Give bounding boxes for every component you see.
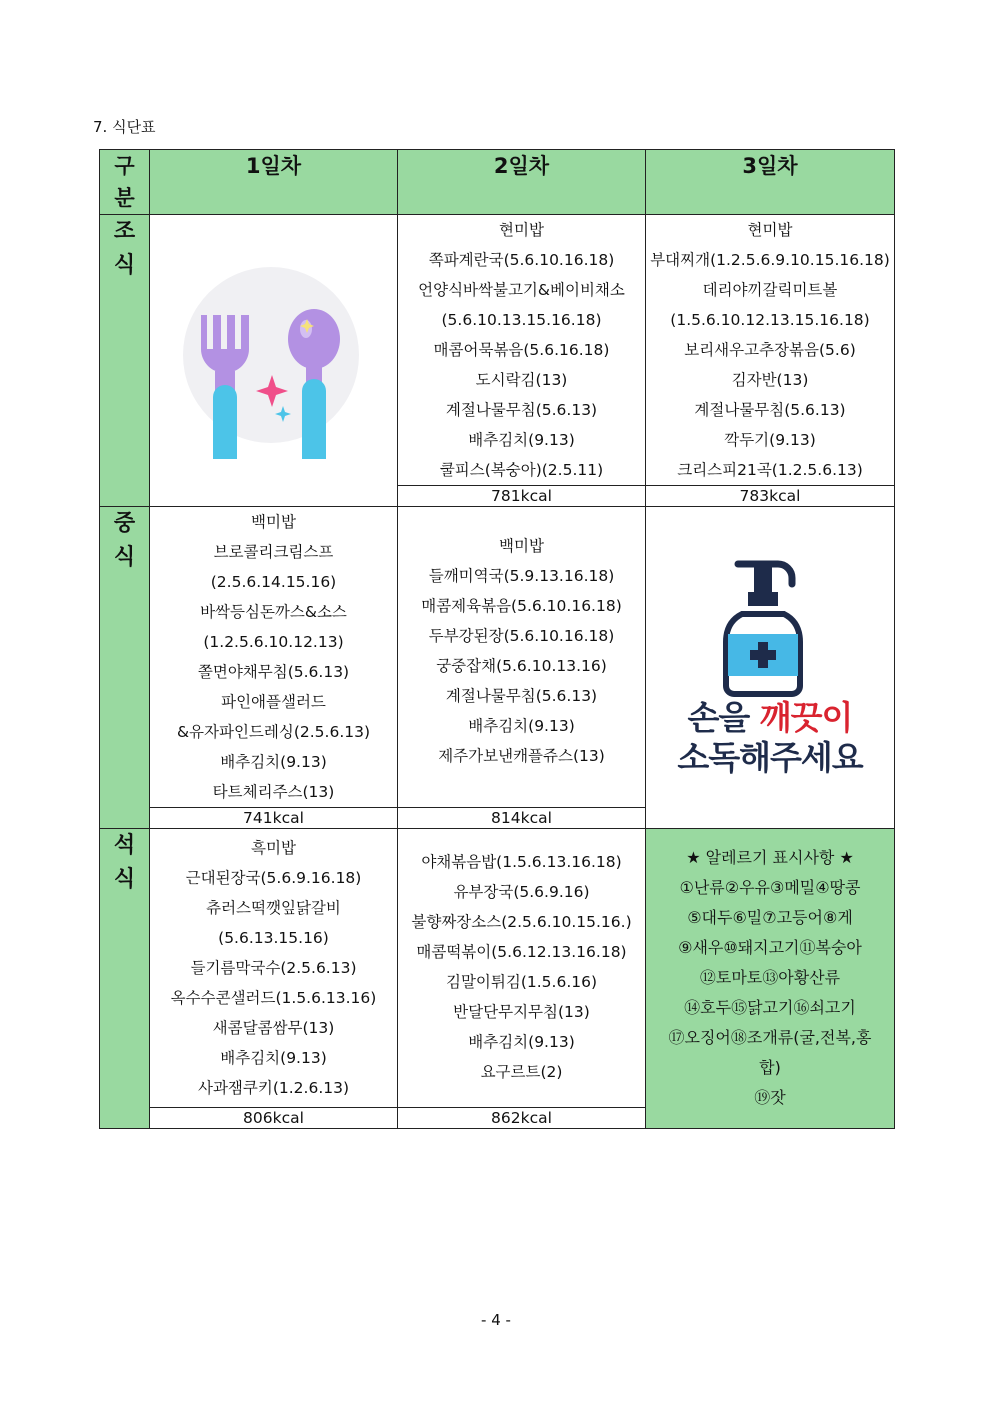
menu-item: 도시락김(13) (475, 371, 568, 389)
menu-item: 김자반(13) (731, 371, 809, 389)
dinner-day1-cell (150, 829, 398, 1108)
menu-item: 김말이튀김(1.5.6.16) (445, 973, 598, 991)
allergy-info-cell (646, 829, 895, 1129)
menu-item: 배추김치(9.13) (468, 717, 575, 735)
page-number: - 4 - (481, 1311, 511, 1329)
dinner-day1-list (150, 829, 397, 1103)
dinner-day2-kcal: 862kcal (398, 1108, 646, 1129)
menu-item: 흑미밥 (251, 839, 296, 857)
menu-item: 데리야끼갈릭미트볼 (702, 281, 838, 299)
header-category (100, 150, 150, 215)
menu-item: 보리새우고추장볶음(5.6) (684, 341, 856, 359)
lunch-day2-kcal: 814kcal (398, 808, 646, 829)
breakfast-day2-kcal: 781kcal (398, 486, 646, 507)
dinner-day2-cell (398, 829, 646, 1108)
lunch-day2-list (398, 507, 645, 771)
meal-table (99, 149, 895, 1129)
menu-item: (1.5.6.10.12.13.15.16.18) (670, 311, 870, 329)
allergy-list (646, 873, 894, 1113)
menu-item: 야채볶음밥(1.5.6.13.16.18) (421, 853, 622, 871)
menu-item: 매콤제육볶음(5.6.10.16.18) (421, 597, 622, 615)
menu-item: 브로콜리크림스프 (213, 543, 334, 561)
row-label-lunch-line2: 식 (113, 545, 136, 570)
sanitizer-bottle-icon (720, 558, 820, 698)
menu-item: 궁중잡채(5.6.10.13.16) (436, 657, 607, 675)
allergy-line: ⑲잣 (754, 1088, 786, 1107)
sign-text-navy: 손을 (687, 697, 760, 737)
menu-item: (5.6.13.15.16) (218, 929, 329, 947)
allergy-line: ⑫토마토⑬아황산류 (699, 968, 841, 987)
menu-item: 들깨미역국(5.9.13.16.18) (428, 567, 615, 585)
menu-item: 배추김치(9.13) (220, 753, 327, 771)
menu-item: 백미밥 (499, 537, 544, 555)
menu-item: (5.6.10.13.15.16.18) (441, 311, 602, 329)
allergy-line: ⑰오징어⑱조개류(굴,전복,홍 (668, 1028, 872, 1047)
menu-item: 새콤달콤쌈무(13) (212, 1019, 335, 1037)
menu-item: (1.2.5.6.10.12.13) (203, 633, 344, 651)
breakfast-day2-list (398, 215, 645, 485)
lunch-day2-cell (398, 507, 646, 808)
menu-item: 언양식바싹불고기&베이비채소 (418, 281, 625, 299)
sign-text-red: 깨끗이 (759, 697, 853, 737)
menu-item: 쫄면야채무침(5.6.13) (197, 663, 350, 681)
allergy-title: ★ 알레르기 표시사항 ★ (686, 848, 854, 867)
menu-item: 깍두기(9.13) (724, 431, 816, 449)
menu-item: 현미밥 (747, 221, 793, 239)
breakfast-day3-list (646, 215, 894, 485)
row-label-lunch-line1: 중 (113, 511, 136, 536)
breakfast-day3-cell (646, 215, 895, 486)
allergy-line: 합) (759, 1058, 781, 1077)
lunch-day1-cell (150, 507, 398, 808)
breakfast-day1-cell (150, 215, 398, 507)
menu-item: 계절나물무침(5.6.13) (694, 401, 846, 419)
menu-item: 바싹등심돈까스&소스 (200, 603, 347, 621)
menu-item: 반달단무지무침(13) (453, 1003, 590, 1021)
row-label-breakfast-line2: 식 (113, 253, 136, 278)
menu-item: 사과잼쿠키(1.2.6.13) (197, 1079, 350, 1097)
sanitize-sign-text (677, 698, 862, 778)
allergy-line: ⑭호두⑮닭고기⑯쇠고기 (684, 998, 856, 1017)
menu-item: 매콤떡볶이(5.6.12.13.16.18) (416, 943, 627, 961)
menu-item: 배추김치(9.13) (468, 1033, 575, 1051)
menu-item: 현미밥 (499, 221, 544, 239)
sanitize-sign-line2: 소독해주세요 (677, 737, 863, 777)
fork-spoon-icon (179, 259, 369, 459)
dinner-day2-list (398, 829, 645, 1087)
menu-item: 파인애플샐러드 (221, 693, 326, 711)
menu-item: 근대된장국(5.6.9.16.18) (185, 869, 362, 887)
menu-item: 유부장국(5.6.9.16) (453, 883, 590, 901)
menu-item: 츄러스떡깻잎닭갈비 (206, 899, 341, 917)
allergy-info (646, 829, 894, 1113)
lunch-day1-kcal: 741kcal (150, 808, 398, 829)
menu-item: 백미밥 (251, 513, 296, 531)
menu-item: 두부강된장(5.6.10.16.18) (428, 627, 615, 645)
menu-item: 쪽파계란국(5.6.10.16.18) (428, 251, 615, 269)
menu-item: 옥수수콘샐러드(1.5.6.13.16) (170, 989, 377, 1007)
header-day2: 2일차 (398, 150, 646, 215)
section-title: 7. 식단표 (93, 118, 156, 136)
header-category-line1: 구 (114, 154, 135, 178)
row-label-breakfast-line1: 조 (113, 219, 136, 244)
allergy-line: ⑤대두⑥밀⑦고등어⑧게 (687, 908, 853, 927)
allergy-line: ①난류②우유③메밀④땅콩 (679, 878, 861, 897)
header-day3: 3일차 (646, 150, 895, 215)
breakfast-day2-cell (398, 215, 646, 486)
breakfast-day3-kcal: 783kcal (646, 486, 895, 507)
menu-item: 배추김치(9.13) (468, 431, 575, 449)
hand-sanitizer-notice (646, 558, 894, 778)
lunch-day1-list (150, 507, 397, 807)
row-label-dinner (100, 829, 150, 1129)
menu-item: 제주가보낸캐플쥬스(13) (438, 747, 605, 765)
menu-item: 타트체리주스(13) (212, 783, 335, 801)
row-label-breakfast (100, 215, 150, 507)
menu-item: &유자파인드레싱(2.5.6.13) (176, 723, 371, 741)
menu-item: 계절나물무침(5.6.13) (445, 687, 598, 705)
header-category-line2: 분 (114, 186, 135, 210)
menu-item: 쿨피스(복숭아)(2.5.11) (439, 461, 604, 479)
lunch-day3-cell (646, 507, 895, 829)
menu-item: 매콤어묵볶음(5.6.16.18) (433, 341, 610, 359)
menu-item: 크리스피21곡(1.2.5.6.13) (677, 461, 863, 479)
menu-item: 요구르트(2) (480, 1063, 563, 1081)
row-label-lunch (100, 507, 150, 829)
menu-item: 계절나물무침(5.6.13) (445, 401, 598, 419)
menu-item: 부대찌개(1.2.5.6.9.10.15.16.18) (650, 251, 890, 269)
menu-item: (2.5.6.14.15.16) (210, 573, 337, 591)
menu-item: 배추김치(9.13) (220, 1049, 327, 1067)
menu-item: 들기름막국수(2.5.6.13) (190, 959, 357, 977)
header-day1: 1일차 (150, 150, 398, 215)
allergy-line: ⑨새우⑩돼지고기⑪복숭아 (678, 938, 862, 957)
dinner-day1-kcal: 806kcal (150, 1108, 398, 1129)
menu-item: 불향짜장소스(2.5.6.10.15.16.) (411, 913, 632, 931)
sanitize-sign-line1 (677, 698, 862, 738)
row-label-dinner-line1: 석 (113, 833, 136, 858)
row-label-dinner-line2: 식 (113, 867, 136, 892)
